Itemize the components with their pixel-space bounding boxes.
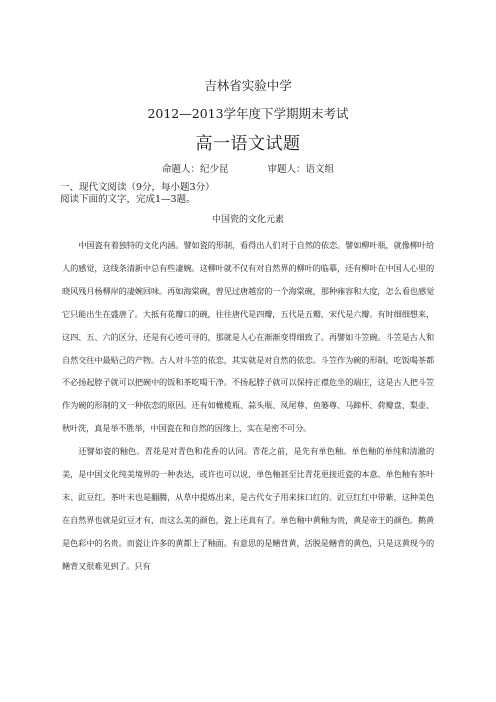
article-paragraph-2: 还譬如瓷的釉色。青花是对青色和花香的认同。青花之前，是先有单色釉。单色釉的单纯和清澈的美，是中国文化纯美境界的一种表达，或许也可以说，单色釉甚至比青花更接近瓷的本意。单色釉有茶叶末、豇豆红。茶叶末也是翻腾，从草中提炼出来，是古代女子用来抹口红的。豇豆红红中带紫，这种美色在自然界也就是豇豆才有，而这么美的颜色，瓷上还真有了。单色釉中黄釉为贵，黄是帝王的颜色。鹅黄是色彩中的名贵。而瓷让许多的黄都上了釉面。有意思的是鳝背黄，活脱是鳝背的黄色，只是这黄现今的鳝背又很难见到了。只有 bbox=[62, 446, 434, 571]
question-reviewer: 审题人：语文组 bbox=[267, 164, 335, 175]
question-setter: 命题人：纪少昆 bbox=[161, 164, 229, 175]
section-instruction: 阅读下面的文字，完成1—3题。 bbox=[60, 194, 196, 205]
authors-line bbox=[0, 163, 496, 176]
exam-term: 2012—2013学年度下学期期末考试 bbox=[147, 106, 349, 121]
exam-title: 高一语文试题 bbox=[195, 134, 301, 154]
article-paragraph-1: 中国瓷有着独特的文化内涵。譬如瓷的形制，看得出人们对于自然的依恋。譬如柳叶瓶，就像柳叶给人的感觉，这线条清新中总有些凄婉。这柳叶就不仅有对自然界的柳叶的临摹，还有柳叶在中国人心里的晓风残月杨柳岸的凄婉回味。再如海棠碗，曾见过唐越窑的一个海棠碗，那种雍容和大度，怎么看也感觉它只能出生在盛唐了。大抵有花瓣口的碗，往往唐代是四瓣，五代是五瓣，宋代是六瓣。有时细细想来，这四、五、六的区分，还是有心迹可寻的，那就是人心在渐渐变得细致了。再譬如斗笠碗。斗笠是古人和自然交往中最贴己的产物。古人对斗笠的依恋，其实就是对自然的依恋。斗笠作为碗的形制，吃饭喝茶都不必扬起脖子就可以把碗中的饭和茶吃喝干净。不扬起脖子就可以保持正襟危坐的端庄，这是古人把斗笠作为碗的形制的又一种依恋的原因。还有如橄榄瓶、蒜头瓶、凤尾尊、鱼篓尊、马蹄杯、荷瓣盘、梨壶、秋叶洗，真是举不胜举，中国瓷在和自然的因缘上，实在是密不可分。 bbox=[62, 240, 434, 434]
article-title: 中国瓷的文化元素 bbox=[211, 215, 284, 225]
article-body bbox=[62, 234, 434, 578]
exam-header bbox=[0, 78, 496, 176]
section-heading: 一、现代文阅读（9分，每小题3分） bbox=[60, 182, 215, 193]
school-name: 吉林省实验中学 bbox=[204, 78, 292, 93]
